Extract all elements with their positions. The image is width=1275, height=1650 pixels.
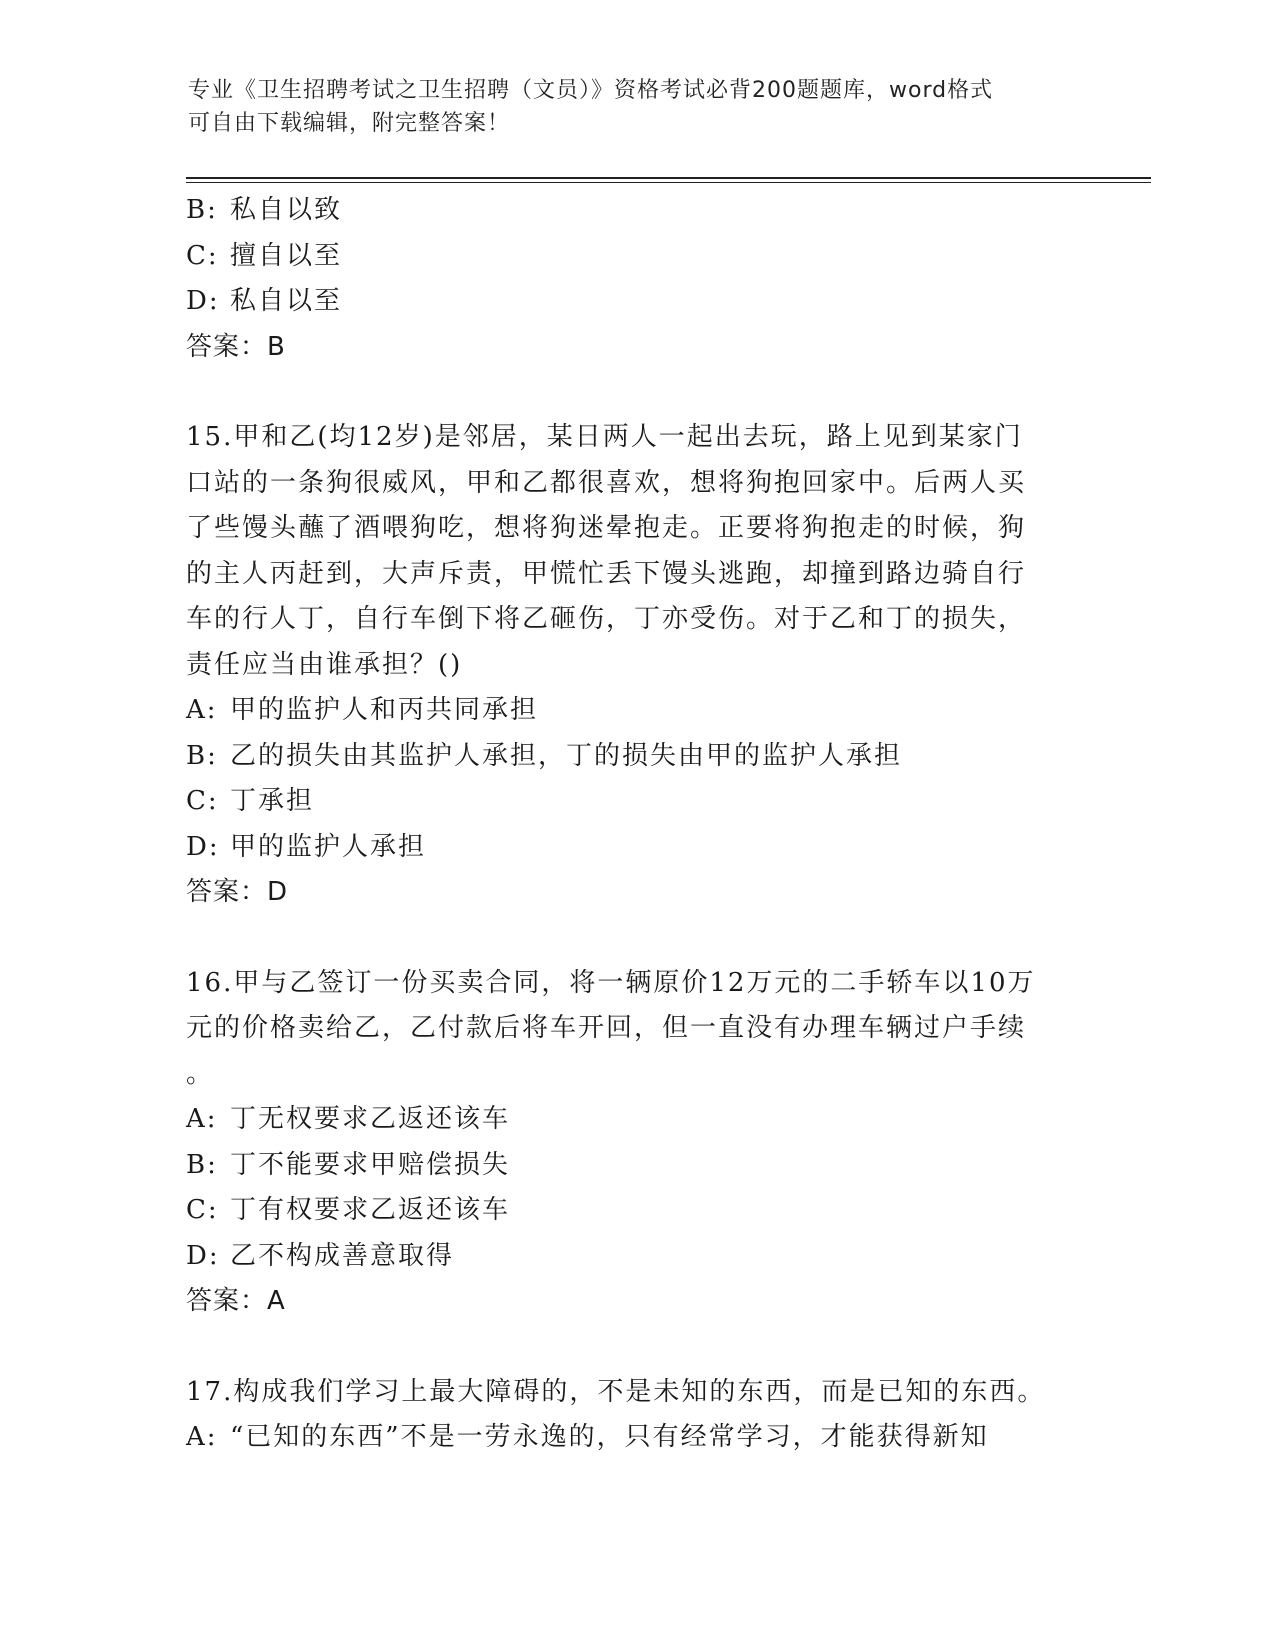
option-key: A: (186, 1104, 218, 1134)
option-key: B: (186, 195, 218, 225)
option-key: B: (186, 740, 218, 771)
answer-line: 答案：D (186, 877, 289, 907)
option-text: 丁无权要求乙返还该车 (230, 1104, 511, 1134)
option-key: C: (186, 1195, 219, 1225)
option-text: 乙的损失由其监护人承担，丁的损失由甲的监护人承担 (230, 740, 903, 771)
option-c (186, 1188, 1086, 1234)
header-divider-thin (186, 182, 1151, 183)
question-stem-line: 口站的一条狗很威风，甲和乙都很喜欢，想将狗抱回家中。后两人买 (186, 467, 1027, 498)
option-d (186, 825, 1086, 871)
question-stem-line: 车的行人丁，自行车倒下将乙砸伤，丁亦受伤。对于乙和丁的损失， (186, 604, 1027, 634)
option-text: “已知的东西”不是一劳永逸的，只有经常学习，才能获得新知 (230, 1422, 989, 1452)
option-b (186, 1143, 1086, 1189)
question-stem-line: 15.甲和乙(均12岁)是邻居，某日两人一起出去玩，路上见到某家门 (186, 422, 1023, 452)
answer-line: 答案：A (186, 1286, 286, 1316)
option-key: C: (186, 786, 219, 816)
question-17 (186, 1370, 1086, 1461)
question-stem-line: 16.甲与乙签订一份买卖合同，将一辆原价12万元的二手轿车以10万 (186, 967, 1036, 998)
option-key: D: (186, 1240, 220, 1271)
option-text: 甲的监护人和丙共同承担 (230, 695, 539, 725)
header-divider-thick (186, 177, 1151, 179)
option-key: C: (186, 240, 219, 271)
option-a (186, 688, 1086, 734)
question-stem-line: 责任应当由谁承担？() (186, 649, 463, 680)
spacer (186, 370, 1086, 415)
option-text: 丁承担 (230, 786, 315, 816)
option-key: D: (186, 831, 220, 862)
question-14 (186, 188, 1086, 370)
question-stem-line: 了些馒头蘸了酒喂狗吃，想将狗迷晕抱走。正要将狗抱走的时候，狗 (186, 513, 1027, 543)
question-16 (186, 961, 1086, 1325)
option-d (186, 279, 1086, 325)
question-stem-line: 17.构成我们学习上最大障碍的，不是未知的东西，而是已知的东西。 (186, 1376, 1046, 1407)
answer-line: 答案：B (186, 331, 286, 362)
option-text: 甲的监护人承担 (230, 831, 427, 862)
option-b (186, 188, 1086, 234)
option-d (186, 1234, 1086, 1280)
option-key: B: (186, 1149, 218, 1180)
option-text: 私自以至 (230, 286, 343, 316)
option-key: D: (186, 286, 220, 316)
option-b (186, 734, 1086, 780)
question-15 (186, 415, 1086, 916)
option-text: 乙不构成善意取得 (230, 1240, 455, 1271)
option-a (186, 1415, 1086, 1461)
question-content (186, 188, 1086, 1461)
spacer (186, 1325, 1086, 1370)
option-a (186, 1097, 1086, 1143)
page-header (188, 74, 1068, 140)
option-c (186, 234, 1086, 280)
option-text: 擅自以至 (230, 240, 343, 271)
spacer (186, 916, 1086, 961)
header-line-2: 可自由下载编辑，附完整答案！ (188, 111, 511, 136)
header-line-1: 专业《卫生招聘考试之卫生招聘（文员）》资格考试必背200题题库，word格式 (188, 78, 994, 103)
option-key: A: (186, 1422, 218, 1452)
option-text: 私自以致 (230, 195, 343, 225)
option-text: 丁不能要求甲赔偿损失 (230, 1149, 511, 1180)
question-stem-line: 元的价格卖给乙，乙付款后将车开回，但一直没有办理车辆过户手续 (186, 1013, 1027, 1043)
option-text: 丁有权要求乙返还该车 (230, 1195, 511, 1225)
option-c (186, 779, 1086, 825)
question-stem-line: 。 (186, 1058, 215, 1089)
option-key: A: (186, 695, 218, 725)
question-stem-line: 的主人丙赶到，大声斥责，甲慌忙丢下馒头逃跑，却撞到路边骑自行 (186, 558, 1027, 589)
